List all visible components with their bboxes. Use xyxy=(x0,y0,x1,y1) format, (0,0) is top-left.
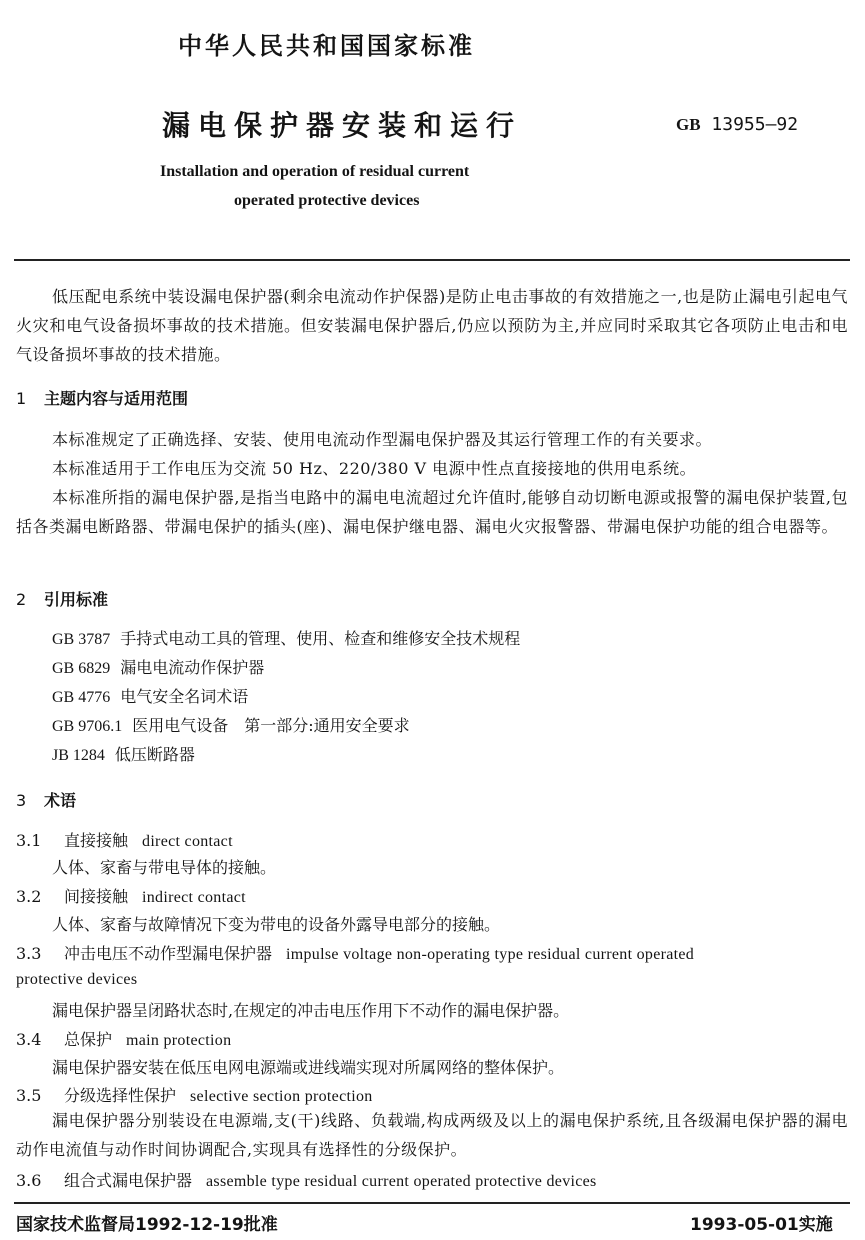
section-title: 主题内容与适用范围 xyxy=(44,389,189,408)
reference-title: 电气安全名词术语 xyxy=(120,687,249,706)
term-english: main protection xyxy=(126,1032,232,1049)
term-definition: 漏电保护器分别装设在电源端,支(干)线路、负载端,构成两级及以上的漏电保护系统,且各级漏电保护器的漏电动作电流值与动作时间协调配合,实现具有选择性的分级保护。 xyxy=(16,1111,848,1159)
term-english: selective section protection xyxy=(190,1088,373,1105)
reference-item xyxy=(52,626,520,649)
term-chinese: 冲击电压不动作型漏电保护器 xyxy=(64,944,273,963)
term-chinese: 分级选择性保护 xyxy=(64,1086,177,1105)
term-entry xyxy=(16,884,848,907)
term-chinese: 总保护 xyxy=(64,1030,113,1049)
term-chinese: 间接接触 xyxy=(64,887,129,906)
term-entry xyxy=(16,1168,848,1191)
term-english-continued xyxy=(16,969,848,989)
term-number: 3.3 xyxy=(16,944,42,963)
term-english: protective devices xyxy=(16,971,138,988)
term-definition: 漏电保护器安装在低压电网电源端或进线端实现对所属网络的整体保护。 xyxy=(52,1058,565,1077)
standard-number-value: 13955—92 xyxy=(711,114,799,135)
reference-item xyxy=(52,742,195,765)
bottom-divider xyxy=(14,1202,850,1204)
term-number: 3.1 xyxy=(16,831,42,850)
section-number: 2 xyxy=(16,590,27,609)
term-chinese: 组合式漏电保护器 xyxy=(64,1171,193,1190)
section-number: 1 xyxy=(16,389,27,408)
document-title: 漏电保护器安装和运行 xyxy=(162,109,523,142)
term-definition: 人体、家畜与带电导体的接触。 xyxy=(52,858,277,877)
implementation-date: 1993-05-01实施 xyxy=(690,1215,833,1235)
intro-paragraph: 低压配电系统中装设漏电保护器(剩余电流动作护保器)是防止电击事故的有效措施之一,也是防止漏电引起电气火灾和电气设备损坏事故的技术措施。但安装漏电保护器后,仍应以预防为主,并应同时采取其它各项防止电击和电气设备损坏事故的技术措施。 xyxy=(16,287,848,364)
term-number: 3.5 xyxy=(16,1086,42,1105)
section-title: 术语 xyxy=(44,791,77,810)
term-number: 3.4 xyxy=(16,1030,42,1049)
section-number: 3 xyxy=(16,791,27,810)
national-standard-header: 中华人民共和国国家标准 xyxy=(178,32,475,60)
section-1-paragraph-2: 本标准适用于工作电压为交流 50 Hz、220/380 V 电源中性点直接接地的供用电系统。 xyxy=(52,459,697,478)
reference-code: GB 6829 xyxy=(52,660,111,677)
reference-title: 漏电电流动作保护器 xyxy=(120,658,265,677)
section-title: 引用标准 xyxy=(44,590,109,609)
term-entry xyxy=(16,1083,848,1106)
section-1-heading xyxy=(16,386,188,409)
english-title-line-1: Installation and operation of residual current xyxy=(160,163,470,180)
section-1-paragraph-1: 本标准规定了正确选择、安装、使用电流动作型漏电保护器及其运行管理工作的有关要求。 xyxy=(52,430,713,449)
term-entry xyxy=(16,1027,848,1050)
section-3-heading xyxy=(16,788,76,811)
reference-title: 低压断路器 xyxy=(114,745,195,764)
term-number: 3.2 xyxy=(16,887,42,906)
standard-number xyxy=(676,114,798,135)
reference-code: GB 9706.1 xyxy=(52,718,123,735)
section-1-paragraph-3: 本标准所指的漏电保护器,是指当电路中的漏电电流超过允许值时,能够自动切断电源或报警的漏电保护装置,包括各类漏电断路器、带漏电保护的插头(座)、漏电保护继电器、漏电火灾报警器、带漏电保护功能的组合电器等。 xyxy=(16,488,848,536)
top-divider xyxy=(14,259,850,261)
approval-date: 国家技术监督局1992-12-19批准 xyxy=(16,1215,278,1235)
term-english: direct contact xyxy=(142,833,233,850)
term-definition: 人体、家畜与故障情况下变为带电的设备外露导电部分的接触。 xyxy=(52,915,501,934)
term-chinese: 直接接触 xyxy=(64,831,129,850)
term-entry xyxy=(16,828,848,851)
reference-code: JB 1284 xyxy=(52,747,105,764)
reference-item xyxy=(52,655,264,678)
reference-title: 手持式电动工具的管理、使用、检查和维修安全技术规程 xyxy=(120,629,521,648)
english-title-line-2: operated protective devices xyxy=(234,192,420,209)
reference-item xyxy=(52,713,410,736)
reference-title: 医用电气设备 第一部分:通用安全要求 xyxy=(132,716,410,735)
term-english: impulse voltage non-operating type residual current operated xyxy=(286,946,695,963)
reference-code: GB 3787 xyxy=(52,631,111,648)
term-entry xyxy=(16,941,848,964)
term-number: 3.6 xyxy=(16,1171,42,1190)
standard-prefix: GB xyxy=(676,115,701,134)
reference-code: GB 4776 xyxy=(52,689,111,706)
reference-item xyxy=(52,684,248,707)
term-english: indirect contact xyxy=(142,889,246,906)
term-definition: 漏电保护器呈闭路状态时,在规定的冲击电压作用下不动作的漏电保护器。 xyxy=(52,1001,570,1020)
section-2-heading xyxy=(16,587,108,610)
term-english: assemble type residual current operated protective devices xyxy=(206,1173,597,1190)
